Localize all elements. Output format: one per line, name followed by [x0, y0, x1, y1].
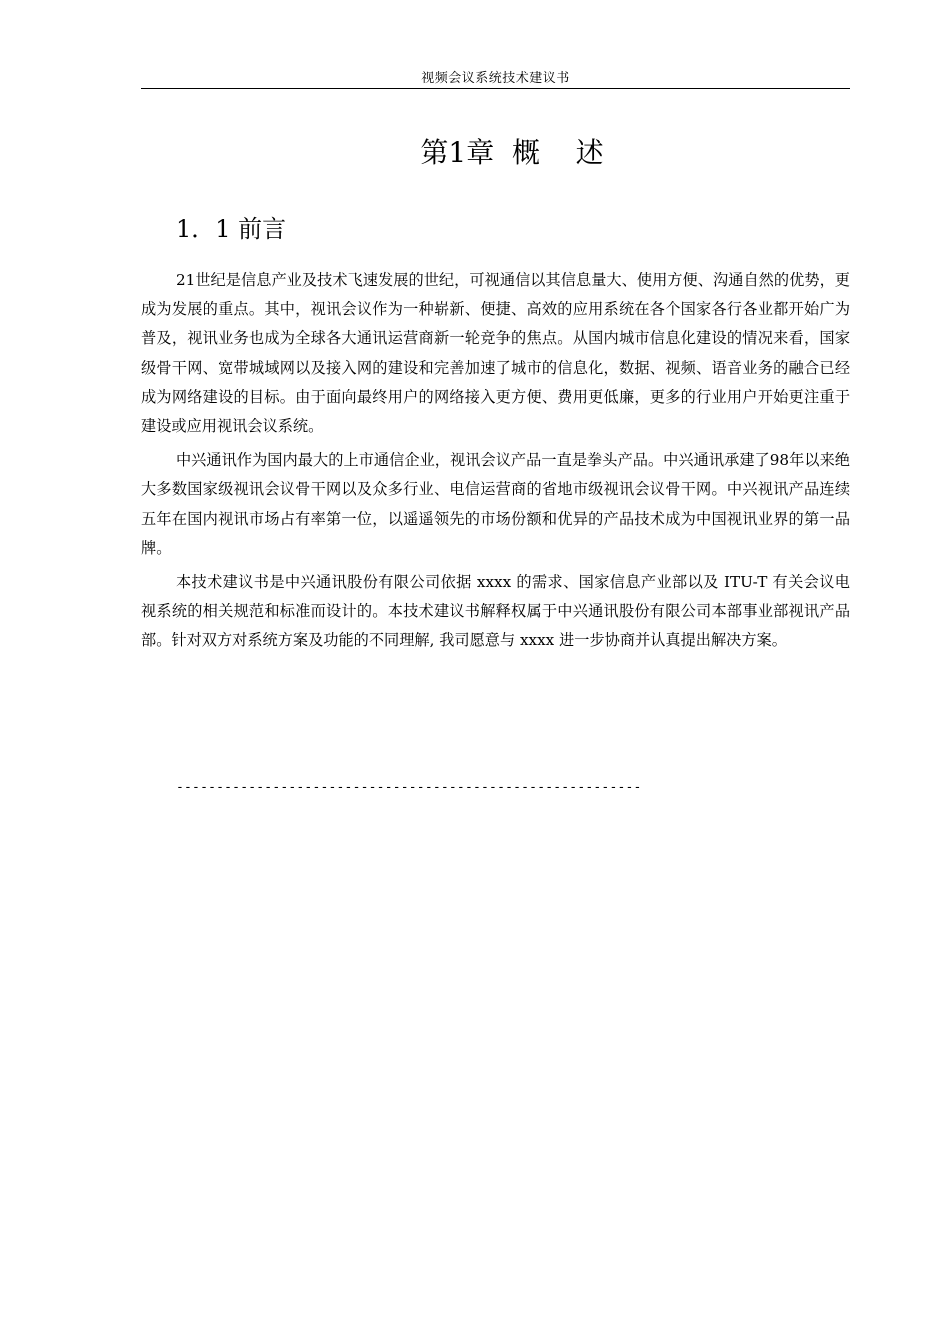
section-title: 1．1 前言: [176, 215, 287, 243]
chapter-title: 第1章 概 述: [420, 136, 604, 169]
body-text: [141, 266, 850, 661]
paragraph-3: 本技术建议书是中兴通讯股份有限公司依据 xxxx 的需求、国家信息产业部以及 ITU-T 有关会议电视系统的相关规范和标准而设计的。本技术建议书解释权属于中兴通讯股份有限公司本部事业部视讯产品部。针对双方对系统方案及功能的不同理解, 我司愿意与 xxxx 进一步协商并认真提出解决方案。: [141, 573, 850, 650]
dashed-separator: ----------------------------------------------------------: [176, 780, 642, 795]
paragraph-2: 中兴通讯作为国内最大的上市通信企业，视讯会议产品一直是拳头产品。中兴通讯承建了98年以来绝大多数国家级视讯会议骨干网以及众多行业、电信运营商的省地市级视讯会议骨干网。中兴视讯产品连续五年在国内视讯市场占有率第一位，以遥遥领先的市场份额和优异的产品技术成为中国视讯业界的第一品牌。: [141, 451, 850, 557]
header-rule: [141, 88, 850, 89]
running-header: 视频会议系统技术建议书: [421, 71, 570, 86]
paragraph-1: 21世纪是信息产业及技术飞速发展的世纪，可视通信以其信息量大、使用方便、沟通自然的优势，更成为发展的重点。其中，视讯会议作为一种崭新、便捷、高效的应用系统在各个国家各行各业都开始广为普及，视讯业务也成为全球各大通讯运营商新一轮竞争的焦点。从国内城市信息化建设的情况来看，国家级骨干网、宽带城域网以及接入网的建设和完善加速了城市的信息化，数据、视频、语音业务的融合已经成为网络建设的目标。由于面向最终用户的网络接入更方便、费用更低廉，更多的行业用户开始更注重于建设或应用视讯会议系统。: [141, 271, 850, 436]
